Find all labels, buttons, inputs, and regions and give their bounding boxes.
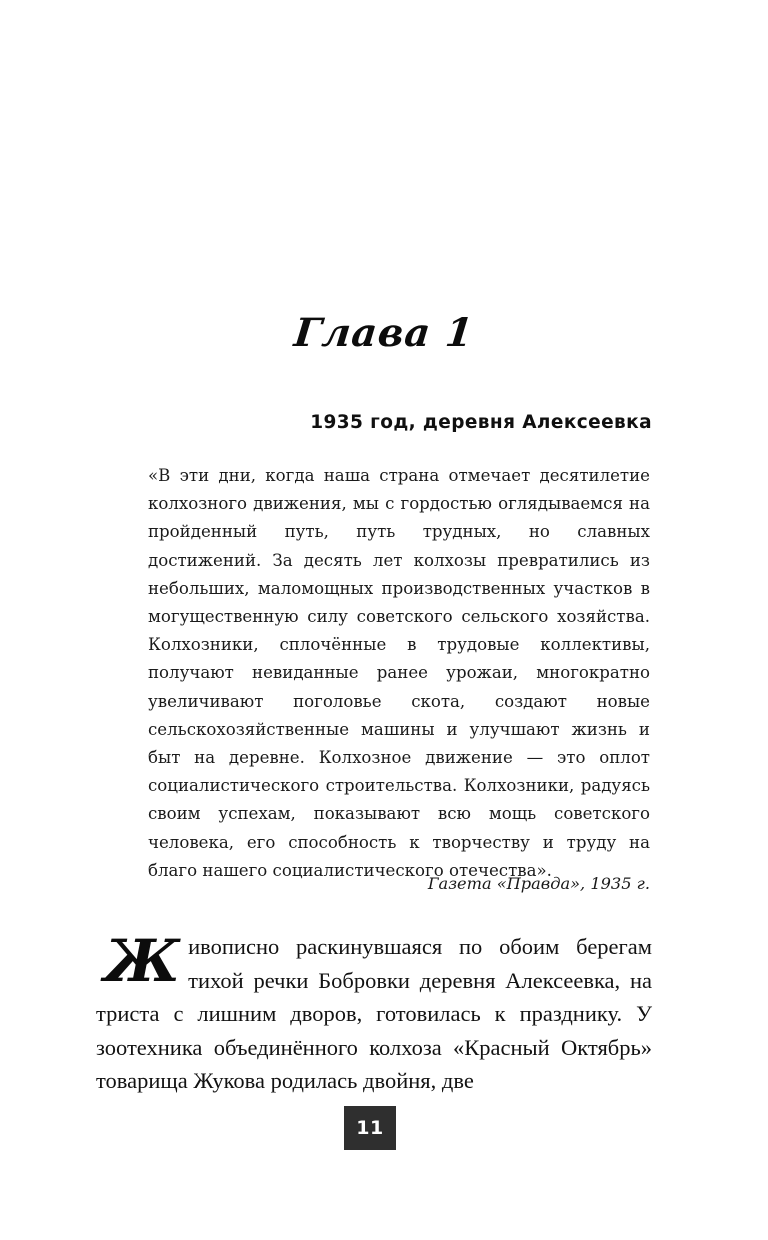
- epigraph-heading: 1935 год, деревня Алексеевка: [310, 412, 652, 433]
- body-paragraph-text: ивописно раскинувшаяся по обоим берегам тихой речки Бобровки деревня Алексеевка, на триста с лишним дворов, готовилась к празднику. У зоотехника объединённого колхоза «Красный Октябрь» товарища Жукова родилась двойня, две: [96, 934, 652, 1093]
- page-number-badge: 11: [344, 1106, 396, 1150]
- chapter-title: Глава 1: [291, 310, 477, 356]
- epigraph-text: «В эти дни, когда наша страна отмечает десятилетие колхозного движения, мы с гордостью оглядываемся на пройденный путь, путь трудных, но славных достижений. За десять лет колхозы превратились из небольших, маломощных производственных участков в могущественную силу советского сельского хозяйства. Колхозники, сплочённые в трудовые коллективы, получают невиданные ранее урожаи, многократно увеличивают поголовье скота, создают новые сельскохозяйственные машины и улучшают жизнь и быт на деревне. Колхозное движение — это оплот социалистического строительства. Колхозники, радуясь своим успехам, показывают всю мощь советского человека, его способность к творчеству и труду на благо нашего социалистического отечества».: [148, 466, 650, 880]
- drop-cap: Ж: [104, 927, 181, 995]
- epigraph-source: Газета «Правда», 1935 г.: [427, 874, 650, 893]
- body-paragraph: [96, 927, 652, 1098]
